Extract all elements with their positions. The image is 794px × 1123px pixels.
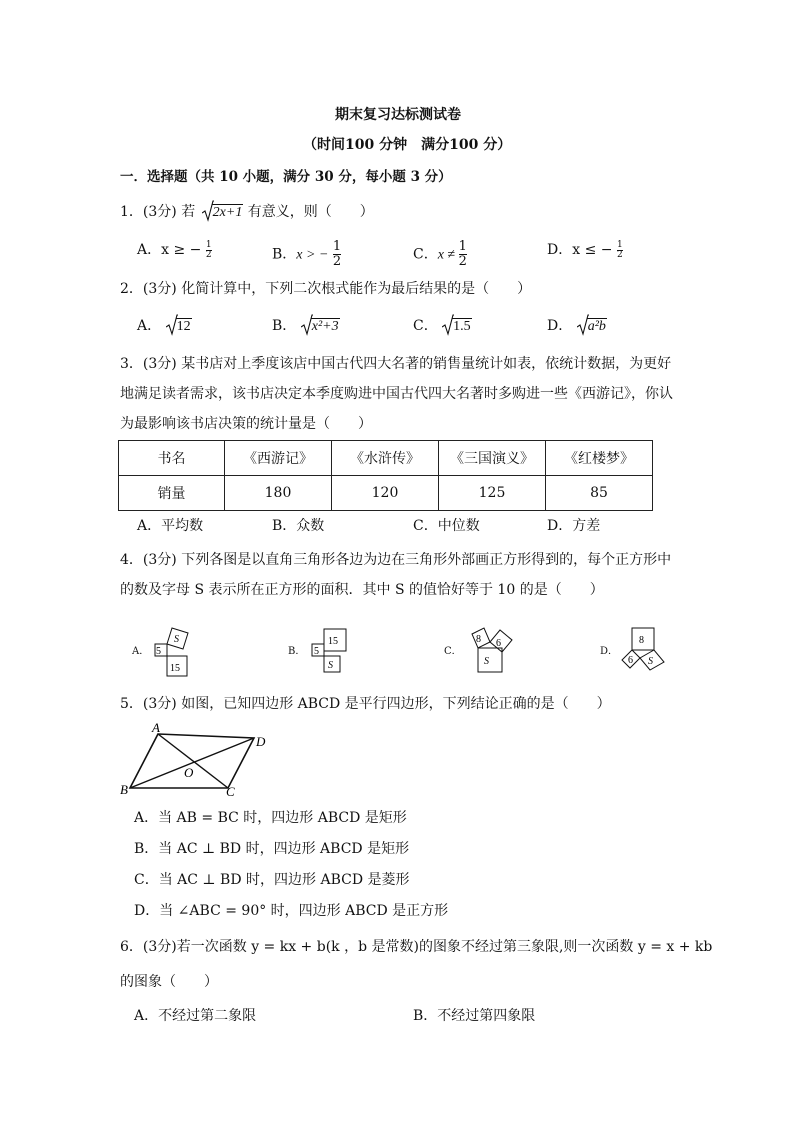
q2-option-b-label: B． [272,318,297,334]
fraction-numerator: 1 [458,239,467,254]
q1-radicand: 2x+1 [212,205,243,220]
q2-option-b [272,316,340,337]
sales-table [118,440,653,511]
radical-sign-icon [442,314,454,336]
table-header-cell: 《三国演义》 [439,441,546,476]
q4-figure-a [150,622,206,680]
q2-radicand-d: a²b [587,319,606,334]
q3-option-c: C．中位数 [413,518,480,534]
fraction-denominator: 2 [458,254,467,269]
q4-figure-d-s: S [648,656,653,667]
radical-sign-icon [166,314,178,336]
q6-line-1: 6．(3分)若一次函数 y = kx + b(k ，b 是常数)的图象不经过第三象限,则一次函数 y = x + kb [120,939,713,955]
fraction [617,241,623,260]
q1-option-d-text: D．x ≤ − [547,242,613,258]
q2-radicand-a: 12 [176,319,191,334]
q1-stem-suffix: 有意义，则（ ） [247,204,374,220]
q1-option-d [547,240,623,260]
q4-figure-d-label: D． [600,646,619,657]
sqrt-expression [166,316,192,337]
q4-figure-d [618,624,674,674]
q4-figure-a-s: S [174,634,179,645]
table-row [119,476,653,511]
q4-figure-b-label: B． [288,646,306,657]
page-title: 期末复习达标测试卷 [335,107,461,123]
section-heading: 一．选择题（共 10 小题，满分 30 分，每小题 3 分） [120,169,452,185]
q4-figure-b [306,624,356,678]
point-label-d: D [256,734,266,749]
q4-figure-b-s: S [328,660,333,671]
q4-figure-d-num-1: 8 [639,635,644,646]
table-cell: 85 [546,476,653,511]
q1-option-c [413,240,467,269]
point-label-a: A [152,722,160,735]
q3-line-3: 为最影响该书店决策的统计量是（ ） [120,416,372,432]
q4-figure-c-s: S [484,656,489,667]
q6-option-b: B．不经过第四象限 [413,1008,536,1024]
q2-option-c-label: C． [413,318,438,334]
q1-option-b-label: B． [272,246,297,263]
sqrt-expression [577,316,607,337]
table-header-cell: 《红楼梦》 [546,441,653,476]
q2-option-a [137,316,192,337]
q3-option-a: A．平均数 [137,518,204,534]
q1-sqrt [202,202,244,223]
radical-sign-icon [577,314,589,336]
q1-stem [120,202,374,223]
fraction-denominator: 2 [332,254,342,269]
q4-line-2: 的数及字母 S 表示所在正方形的面积．其中 S 的值恰好等于 10 的是（ ） [120,582,604,598]
q4-figure-b-num-1: 5 [314,646,319,657]
q5-option-a: A．当 AB = BC 时，四边形 ABCD 是矩形 [134,810,407,826]
radical-sign-icon [202,200,214,222]
table-cell: 销量 [119,476,225,511]
table-header-row [119,441,653,476]
q4-figure-a-label: A． [132,646,150,657]
point-label-c: C [226,784,235,798]
q3-line-2: 地满足读者需求，该书店决定本季度购进中国古代四大名著时多购进一些《西游记》，你认 [120,386,673,402]
point-label-o: O [184,765,194,780]
q1-option-c-expr: x ≠ [437,247,459,263]
q4-line-1: 4．(3分) 下列各图是以直角三角形各边为边在三角形外部画正方形得到的，每个正方形中 [120,552,672,568]
fraction-denominator: 2 [616,249,623,260]
table-header-cell: 书名 [119,441,225,476]
fraction-denominator: 2 [205,249,212,260]
q4-figure-c-label: C． [444,646,462,657]
q4-figure-b-num-2: 15 [328,636,338,647]
table-cell: 120 [332,476,439,511]
q4-figure-c-num-2: 6 [496,638,501,649]
q3-option-b: B．众数 [272,518,325,534]
fraction [333,240,341,269]
q4-figure-c [462,624,522,676]
q2-radicand-c: 1.5 [453,319,471,334]
fraction-numerator: 1 [332,239,342,254]
q2-option-c [413,316,472,337]
q1-option-b-expr: x > − [296,247,329,263]
fraction-numerator: 1 [616,239,623,250]
q5-option-d: D．当 ∠ABC = 90° 时，四边形 ABCD 是正方形 [134,903,449,919]
q4-figure-c-num-1: 8 [476,634,481,645]
q1-option-c-label: C． [413,246,438,263]
q1-option-a-text: A．x ≥ − [137,242,202,258]
fraction [459,240,467,269]
table-cell: 180 [225,476,332,511]
table-header-cell: 《西游记》 [225,441,332,476]
q6-line-2: 的图象（ ） [120,974,218,990]
parallelogram-figure [118,722,274,798]
q5-option-c: C．当 AC ⊥ BD 时，四边形 ABCD 是菱形 [134,872,410,888]
q2-option-d-label: D． [547,318,573,334]
q6-option-a: A．不经过第二象限 [134,1008,257,1024]
q4-figure-a-num-1: 5 [156,646,161,657]
q2-option-d [547,316,607,337]
q5-stem: 5．(3分) 如图，已知四边形 ABCD 是平行四边形，下列结论正确的是（ ） [120,696,611,712]
q2-radicand-b: x²+3 [311,319,339,334]
q1-option-a [137,240,212,260]
table-header-cell: 《水浒传》 [332,441,439,476]
page-subtitle: （时间100 分钟 满分100 分） [303,137,512,153]
sqrt-expression [301,316,340,337]
q4-figure-a-num-2: 15 [170,663,180,674]
sqrt-expression [442,316,472,337]
q1-stem-prefix: 1．(3分) 若 [120,204,196,220]
q2-stem: 2．(3分) 化简计算中，下列二次根式能作为最后结果的是（ ） [120,281,532,297]
q5-option-b: B．当 AC ⊥ BD 时，四边形 ABCD 是矩形 [134,841,410,857]
fraction-numerator: 1 [205,239,212,250]
q1-option-b [272,240,341,269]
radical-sign-icon [301,314,313,336]
q3-line-1: 3．(3分) 某书店对上季度该店中国古代四大名著的销售量统计如表，依统计数据，为更好 [120,356,672,372]
fraction [206,241,212,260]
point-label-b: B [120,782,128,797]
table-cell: 125 [439,476,546,511]
q4-figure-d-num-2: 6 [628,655,633,666]
q2-option-a-label: A． [137,318,162,334]
q3-option-d: D．方差 [547,518,601,534]
